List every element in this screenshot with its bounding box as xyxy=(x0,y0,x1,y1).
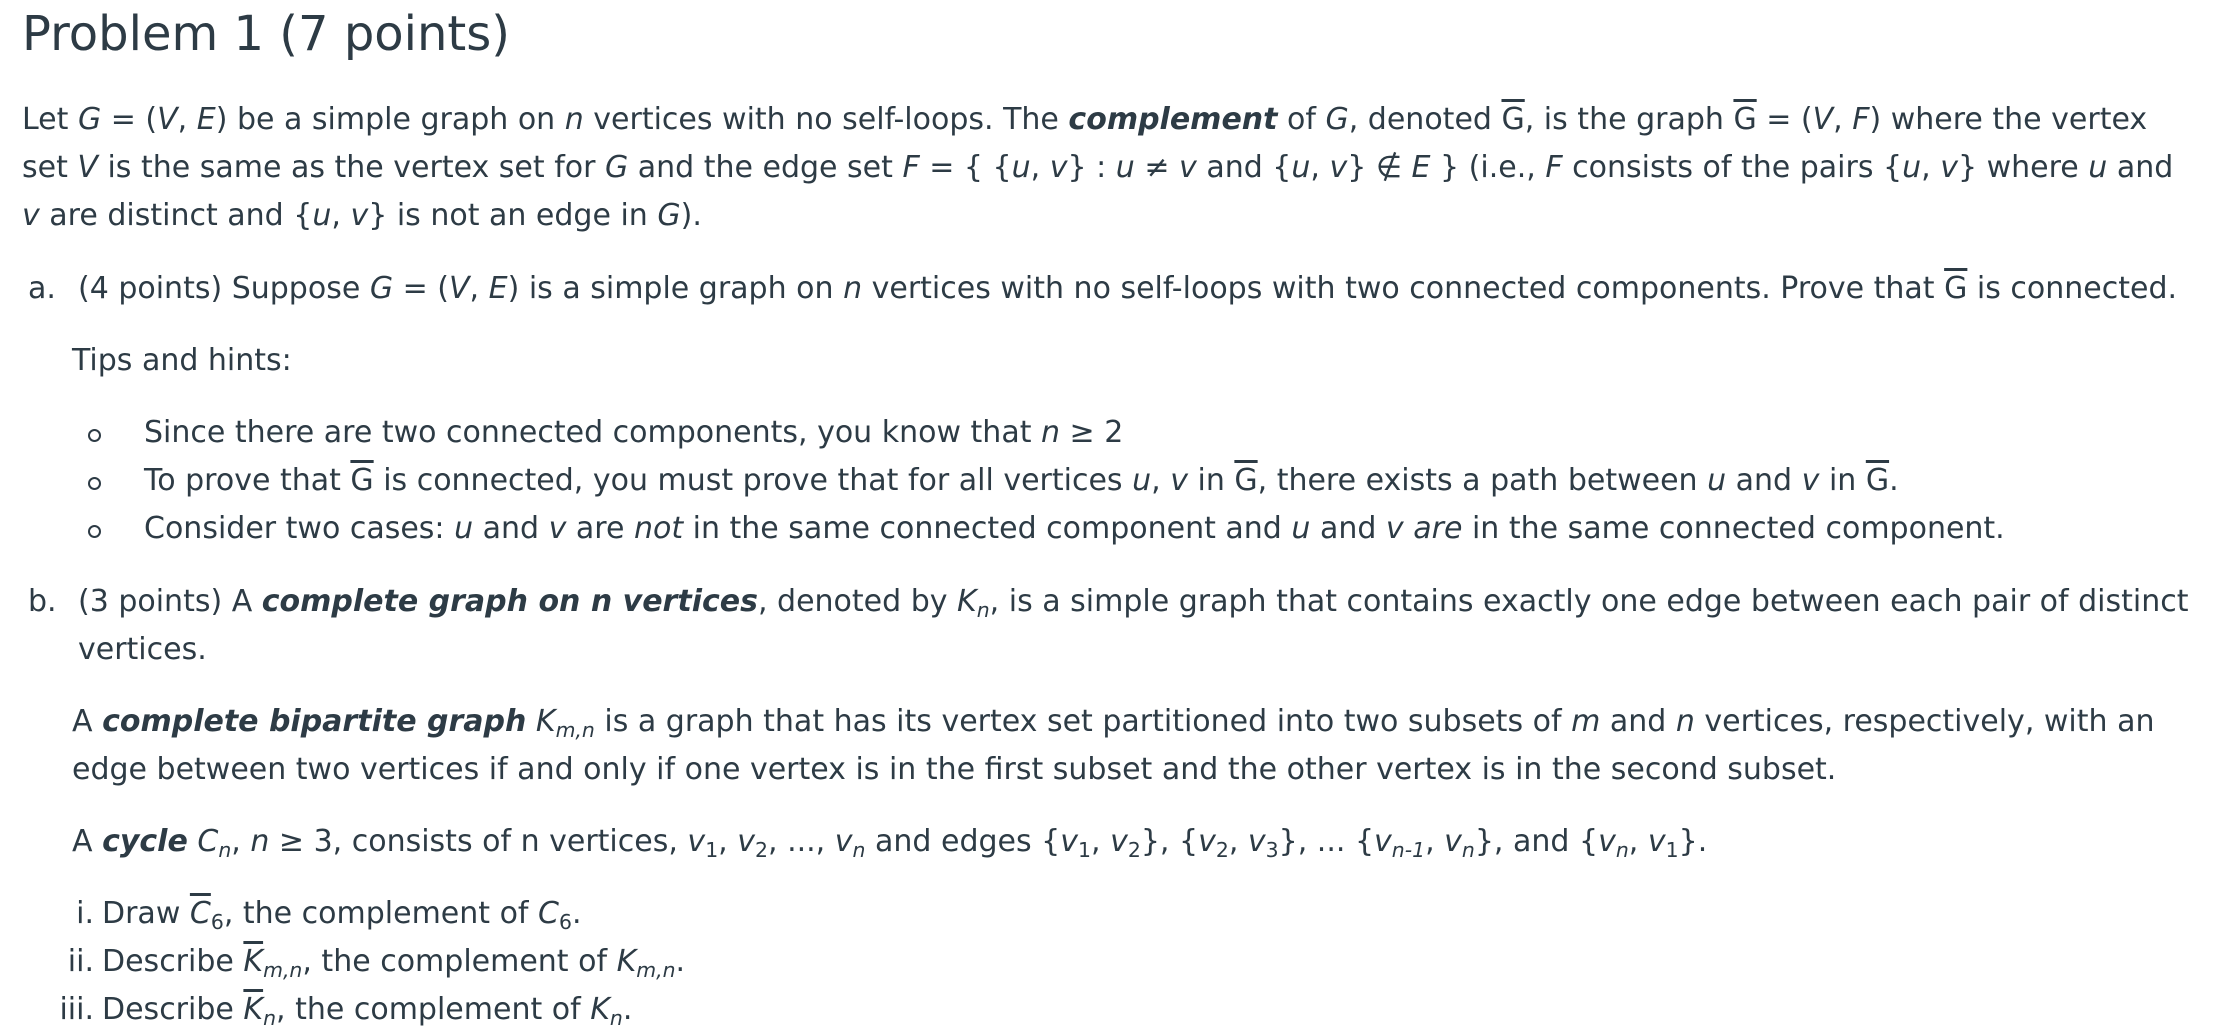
math-u: u xyxy=(2088,150,2108,185)
math-sub-mn: m,n xyxy=(636,958,676,983)
text: , xyxy=(1921,150,1941,185)
math-v: v xyxy=(1647,824,1666,859)
text xyxy=(526,704,536,739)
list-marker: iii. xyxy=(59,992,94,1027)
math-v: v xyxy=(1329,150,1348,185)
list-item xyxy=(22,890,2192,938)
math-u: u xyxy=(1902,150,1922,185)
text: , denoted by xyxy=(757,584,958,619)
text: ) is a simple graph on xyxy=(507,271,844,306)
text: vertices with no self-loops with two connected components. Prove that xyxy=(862,271,1945,306)
text: is the same as the vertex set for xyxy=(97,150,605,185)
bullet-icon xyxy=(22,505,144,553)
text: (4 points) Suppose xyxy=(78,271,370,306)
text: and { xyxy=(1196,150,1292,185)
math-V: V xyxy=(157,102,178,137)
math-sub-mn: m,n xyxy=(555,718,595,743)
math-v: v xyxy=(350,198,369,233)
math-G: G xyxy=(369,271,394,306)
text: , the complement of xyxy=(302,944,617,979)
text: } : xyxy=(1067,150,1116,185)
math-sub-1: 1 xyxy=(1078,838,1091,863)
list-item xyxy=(22,505,2192,553)
part-b xyxy=(22,578,2192,674)
text: , xyxy=(231,824,251,859)
bullet-icon xyxy=(22,457,144,505)
math-n: n xyxy=(843,271,863,306)
math-sub-1: 1 xyxy=(705,838,719,863)
text: and xyxy=(1310,511,1386,546)
math-sub-n: n xyxy=(852,838,866,863)
math-V: V xyxy=(77,150,98,185)
problem-page xyxy=(0,6,2214,1031)
text: ) be a simple graph on xyxy=(215,102,565,137)
page-title: Problem 1 (7 points) xyxy=(22,6,510,62)
math-G: G xyxy=(77,102,102,137)
part-a xyxy=(22,265,2192,313)
text: , the complement of xyxy=(223,896,539,931)
text: and edges { xyxy=(865,824,1061,859)
math-F: F xyxy=(902,150,920,185)
math-v: v xyxy=(1598,824,1616,859)
text: , denoted xyxy=(1348,102,1502,137)
math-u: u xyxy=(1011,150,1031,185)
math-G-bar: $\overline{G}$ xyxy=(1733,102,1757,137)
text: ) where the vertex set xyxy=(22,102,2148,185)
math-v: v xyxy=(1247,824,1266,859)
math-v: v xyxy=(1110,824,1128,859)
math-F: F xyxy=(1852,102,1870,137)
term-complete-graph: complete graph on n vertices xyxy=(261,584,758,619)
text: in xyxy=(1819,463,1866,498)
text: Consider two cases: xyxy=(144,511,455,546)
text: are xyxy=(566,511,634,546)
text: , xyxy=(1628,824,1648,859)
math-sub-n: n xyxy=(1615,838,1629,863)
math-G-bar: $\overline{G}$ xyxy=(1234,463,1258,498)
math-K: K xyxy=(957,584,977,619)
intro-paragraph xyxy=(22,96,2192,240)
math-u: u xyxy=(312,198,332,233)
text: } ∉ xyxy=(1347,150,1412,185)
bullet-icon xyxy=(22,409,144,457)
text: , is a simple graph that contains exactly one edge between each pair of distinct vertices. xyxy=(78,584,2189,667)
emphasis-not: not xyxy=(633,511,684,546)
text: , there exists a path between xyxy=(1257,463,1708,498)
list-marker: a. xyxy=(28,271,56,306)
math-v: v xyxy=(1179,150,1197,185)
text: is connected, you must prove that for all vertices xyxy=(373,463,1133,498)
text: consists of the pairs { xyxy=(1562,150,1903,185)
text: }, { xyxy=(1140,824,1199,859)
bipartite-paragraph xyxy=(22,698,2192,794)
math-v: v xyxy=(1374,824,1392,859)
list-marker: b. xyxy=(28,584,57,619)
text: Let xyxy=(22,102,78,137)
math-n: n xyxy=(250,824,270,859)
math-sub-6: 6 xyxy=(558,910,572,935)
text: and xyxy=(473,511,549,546)
text: and xyxy=(1726,463,1802,498)
text xyxy=(1404,511,1414,546)
text: . xyxy=(571,896,582,931)
tip-2 xyxy=(144,457,1899,505)
subitem-i xyxy=(102,890,582,938)
part-b-text xyxy=(78,578,2192,674)
text: and xyxy=(2107,150,2174,185)
text: in the same connected component and xyxy=(683,511,1292,546)
text: and the edge set xyxy=(628,150,903,185)
math-K-bar: $\overline{K}$ xyxy=(243,944,264,979)
text: is a graph that has its vertex set partitioned into two subsets of xyxy=(594,704,1572,739)
math-v: v xyxy=(1444,824,1462,859)
text: is connected. xyxy=(1967,271,2178,306)
math-E: E xyxy=(488,271,508,306)
math-F: F xyxy=(1545,150,1563,185)
text: }, and { xyxy=(1474,824,1599,859)
text: , the complement of xyxy=(276,992,591,1027)
math-v: v xyxy=(1170,463,1188,498)
text: , xyxy=(1310,150,1330,185)
math-v: v xyxy=(1385,511,1404,546)
text: , xyxy=(718,824,738,859)
math-n: n xyxy=(1041,415,1061,450)
math-u: u xyxy=(454,511,474,546)
text: To prove that xyxy=(144,463,351,498)
math-v: v xyxy=(1198,824,1216,859)
math-u: u xyxy=(1291,511,1311,546)
text: ..., xyxy=(787,824,835,859)
math-n: n xyxy=(564,102,584,137)
math-K: K xyxy=(590,992,610,1027)
math-C-bar: $\overline{C}$ xyxy=(189,896,211,931)
math-G: G xyxy=(657,198,681,233)
text: , is the graph xyxy=(1524,102,1734,137)
math-sub-n: n xyxy=(609,1006,623,1031)
text: . xyxy=(622,992,633,1027)
math-K: K xyxy=(616,944,637,979)
list-item xyxy=(22,409,2192,457)
math-sub-n: n xyxy=(263,1006,277,1031)
text: of xyxy=(1277,102,1326,137)
tips-list xyxy=(22,409,2192,553)
text: Draw xyxy=(102,896,190,931)
math-E: E xyxy=(1411,150,1431,185)
text: and xyxy=(1600,704,1676,739)
math-u: u xyxy=(1707,463,1727,498)
cycle-paragraph xyxy=(22,818,2192,866)
math-C: C xyxy=(197,824,219,859)
list-marker: i. xyxy=(76,896,94,931)
text: A xyxy=(72,704,103,739)
math-u: u xyxy=(1115,150,1135,185)
math-u: u xyxy=(1132,463,1152,498)
list-item xyxy=(22,986,2192,1034)
math-v: v xyxy=(687,824,706,859)
text: . xyxy=(675,944,686,979)
text: = ( xyxy=(393,271,449,306)
text: } (i.e., xyxy=(1430,150,1546,185)
math-V: V xyxy=(1812,102,1834,137)
text: , xyxy=(1151,463,1171,498)
term-complement: complement xyxy=(1068,102,1278,137)
tip-1 xyxy=(144,409,1123,457)
text: ≥ 2 xyxy=(1060,415,1124,450)
math-sub-n: n xyxy=(1461,838,1475,863)
text: = ( xyxy=(101,102,158,137)
text: Describe xyxy=(102,944,244,979)
math-sub-n: n xyxy=(976,598,990,623)
math-v: v xyxy=(22,198,40,233)
math-sub-n-1: n-1 xyxy=(1391,838,1426,863)
math-sub-mn: m,n xyxy=(263,958,303,983)
math-sub-2: 2 xyxy=(755,838,768,863)
subitem-iii xyxy=(102,986,632,1034)
math-sub-n: n xyxy=(218,838,232,863)
term-complete-bipartite: complete bipartite graph xyxy=(102,704,527,739)
text: , xyxy=(1228,824,1248,859)
text: ). xyxy=(680,198,702,233)
math-K-bar: $\overline{K}$ xyxy=(243,992,264,1027)
math-K: K xyxy=(535,704,556,739)
math-v: v xyxy=(1049,150,1068,185)
text: ≠ xyxy=(1134,150,1180,185)
emphasis-are: are xyxy=(1413,511,1463,546)
math-m: m xyxy=(1571,704,1601,739)
math-G: G xyxy=(1325,102,1349,137)
text: A xyxy=(72,824,103,859)
math-v: v xyxy=(1060,824,1078,859)
text: . xyxy=(1889,463,1899,498)
math-sub-2: 2 xyxy=(1215,838,1229,863)
list-item xyxy=(22,457,2192,505)
math-E: E xyxy=(196,102,216,137)
text: , xyxy=(1030,150,1050,185)
math-G: G xyxy=(604,150,629,185)
text: , xyxy=(177,102,197,137)
list-item xyxy=(22,938,2192,986)
text: in the same connected component. xyxy=(1462,511,2005,546)
text: are distinct and { xyxy=(39,198,313,233)
math-v: v xyxy=(834,824,853,859)
math-v: v xyxy=(1940,150,1958,185)
math-G-bar: $\overline{G}$ xyxy=(1944,271,1968,306)
text: , xyxy=(331,198,351,233)
part-a-text xyxy=(78,265,2177,313)
text: }, ... { xyxy=(1278,824,1375,859)
text: , xyxy=(768,824,788,859)
text: (3 points) A xyxy=(78,584,262,619)
subitem-ii xyxy=(102,938,685,986)
list-marker: ii. xyxy=(67,944,94,979)
text: Since there are two connected components, you know that xyxy=(144,415,1041,450)
math-C: C xyxy=(538,896,559,931)
math-u: u xyxy=(1291,150,1311,185)
math-G-bar: $\overline{G}$ xyxy=(1865,463,1890,498)
text: Describe xyxy=(102,992,244,1027)
text: } is not an edge in xyxy=(368,198,658,233)
tip-3 xyxy=(144,505,2005,553)
math-sub-6: 6 xyxy=(210,910,224,935)
math-sub-2: 2 xyxy=(1127,838,1141,863)
text: in xyxy=(1187,463,1235,498)
text: ≥ 3, consists of n vertices, xyxy=(269,824,688,859)
term-cycle: cycle xyxy=(102,824,188,859)
math-sub-1: 1 xyxy=(1665,838,1679,863)
subitem-list xyxy=(22,890,2192,1034)
text: = { { xyxy=(919,150,1012,185)
text: , xyxy=(1425,824,1445,859)
math-G-bar: $\overline{G}$ xyxy=(1501,102,1525,137)
text: }. xyxy=(1678,824,1708,859)
text: , xyxy=(1090,824,1111,859)
text: = ( xyxy=(1756,102,1813,137)
math-V: V xyxy=(449,271,470,306)
text: vertices with no self-loops. The xyxy=(583,102,1069,137)
math-n: n xyxy=(1675,704,1695,739)
math-G-bar: $\overline{G}$ xyxy=(350,463,374,498)
math-v: v xyxy=(1801,463,1820,498)
tips-label: Tips and hints: xyxy=(72,343,292,378)
text: } where xyxy=(1957,150,2089,185)
math-sub-3: 3 xyxy=(1265,838,1279,863)
text: vertices, respectively, with an edge between two vertices if and only if one vertex is in the first subset and the other vertex is in the second subset. xyxy=(72,704,2155,787)
text: , xyxy=(1833,102,1853,137)
math-v: v xyxy=(548,511,567,546)
text xyxy=(188,824,198,859)
math-v: v xyxy=(737,824,756,859)
text: , xyxy=(469,271,489,306)
